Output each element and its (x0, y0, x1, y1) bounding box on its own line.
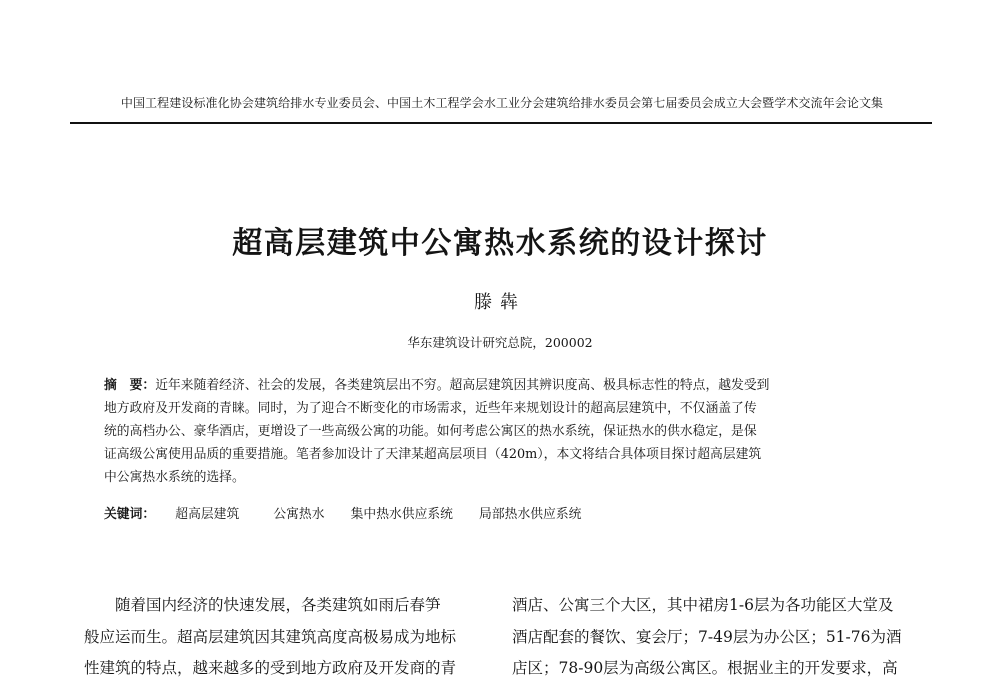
body-line: 性建筑的特点，越来越多的受到地方政府及开发商的青 (84, 659, 457, 677)
body-right-column (512, 590, 926, 685)
abstract-line (104, 374, 888, 397)
abstract-line: 地方政府及开发商的青睐。同时，为了迎合不断变化的市场需求，近些年来规划设计的超高层建筑中，不仅涵盖了传 (104, 401, 757, 416)
keyword: 局部热水供应系统 (479, 507, 582, 522)
keyword: 集中热水供应系统 (350, 507, 453, 522)
abstract-line: 中公寓热水系统的选择。 (104, 470, 245, 485)
body-line: 店区；78-90层为高级公寓区。根据业主的开发要求，高 (512, 659, 898, 677)
paper-affiliation: 华东建筑设计研究总院，200002 (407, 335, 593, 350)
abstract-line: 统的高档办公、豪华酒店，更增设了一些高级公寓的功能。如何考虑公寓区的热水系统，保证热水的供水稳定，是保 (104, 424, 757, 439)
paper-author: 滕犇 (474, 292, 526, 313)
paper-title: 超高层建筑中公寓热水系统的设计探讨 (232, 226, 768, 261)
abstract-text: 近年来随着经济、社会的发展，各类建筑层出不穷。超高层建筑因其辨识度高、极具标志性的特点，越发受到 (155, 378, 770, 393)
abstract-label: 摘 要： (104, 378, 156, 393)
keywords-label: 关键词： (104, 507, 156, 522)
abstract (104, 374, 888, 489)
keywords (104, 503, 581, 522)
keyword: 公寓热水 (273, 507, 325, 522)
running-header: 中国工程建设标准化协会建筑给排水专业委员会、中国土木工程学会水工业分会建筑给排水委员会第七届委员会成立大会暨学术交流年会论文集 (120, 96, 884, 110)
keyword: 超高层建筑 (175, 507, 240, 522)
header-rule (70, 122, 932, 124)
body-line: 酒店、公寓三个大区，其中裙房1-6层为各功能区大堂及 (512, 596, 894, 614)
body-line: 般应运而生。超高层建筑因其建筑高度高极易成为地标 (84, 627, 457, 646)
abstract-line: 证高级公寓使用品质的重要措施。笔者参加设计了天津某超高层项目（420m），本文将结合具体项目探讨超高层建筑 (104, 447, 762, 462)
body-line: 酒店配套的餐饮、宴会厅；7-49层为办公区；51-76为酒 (512, 627, 902, 646)
body-left-column (84, 590, 494, 685)
body-line: 随着国内经济的快速发展，各类建筑如雨后春笋 (84, 596, 441, 614)
